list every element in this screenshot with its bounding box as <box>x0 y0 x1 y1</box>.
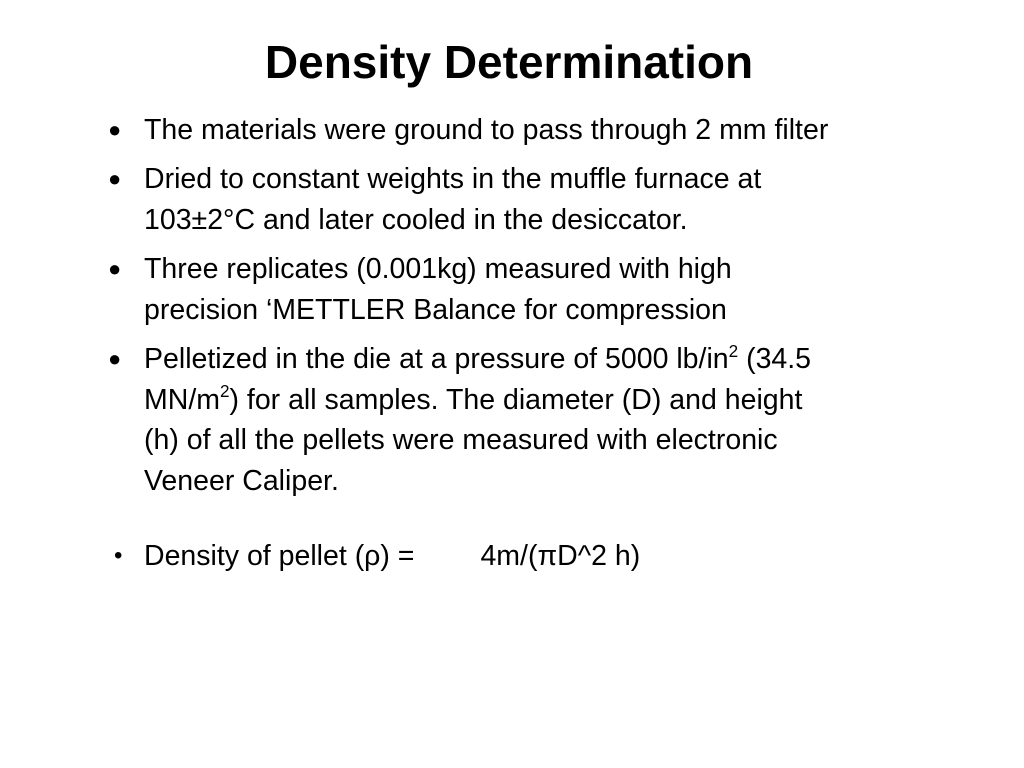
bullet-dot-icon: ● <box>108 117 122 142</box>
bullet-text-line: (h) of all the pellets were measured with electronic <box>144 424 778 456</box>
bullet-text-line: Three replicates (0.001kg) measured with high <box>144 253 732 285</box>
bullet-text-line: precision ‘METTLER Balance for compression <box>144 293 727 326</box>
bullet-item-replicates <box>108 249 974 330</box>
superscript: 2 <box>219 382 230 401</box>
bullet-text: The materials were ground to pass through 2 mm filter <box>144 114 829 146</box>
samples-text: ) for all samples. The diameter (D) and height <box>229 383 803 416</box>
formula-item <box>114 536 974 577</box>
bullet-item-grinding <box>108 110 974 151</box>
pressure-text: Pelletized in the die at a pressure of 5000 lb/in <box>144 343 729 375</box>
slide-title: Density Determination <box>264 36 754 88</box>
bullet-text-line: Veneer Caliper. <box>144 464 339 497</box>
bullet-item-drying <box>108 159 974 240</box>
formula-label: Density of pellet (ρ) = <box>144 540 415 572</box>
superscript: 2 <box>728 341 739 361</box>
bullet-item-pelletizing <box>108 339 974 501</box>
unit-text: MN/m <box>144 383 220 416</box>
bullet-text-line: Dried to constant weights in the muffle furnace at <box>144 163 762 195</box>
formula-expression: 4m/(πD^2 h) <box>480 540 641 572</box>
pressure-metric-text: (34.5 <box>738 343 812 375</box>
bullet-text-line <box>144 380 974 421</box>
bullet-text-line: 103±2°C and later cooled in the desiccator. <box>144 203 688 236</box>
bullet-text-line <box>144 339 974 380</box>
bullet-dot-icon: ● <box>108 346 122 371</box>
bullet-dot-icon: ● <box>108 256 122 281</box>
bullet-dot-icon: • <box>114 542 123 569</box>
bullet-dot-icon: ● <box>108 166 122 191</box>
